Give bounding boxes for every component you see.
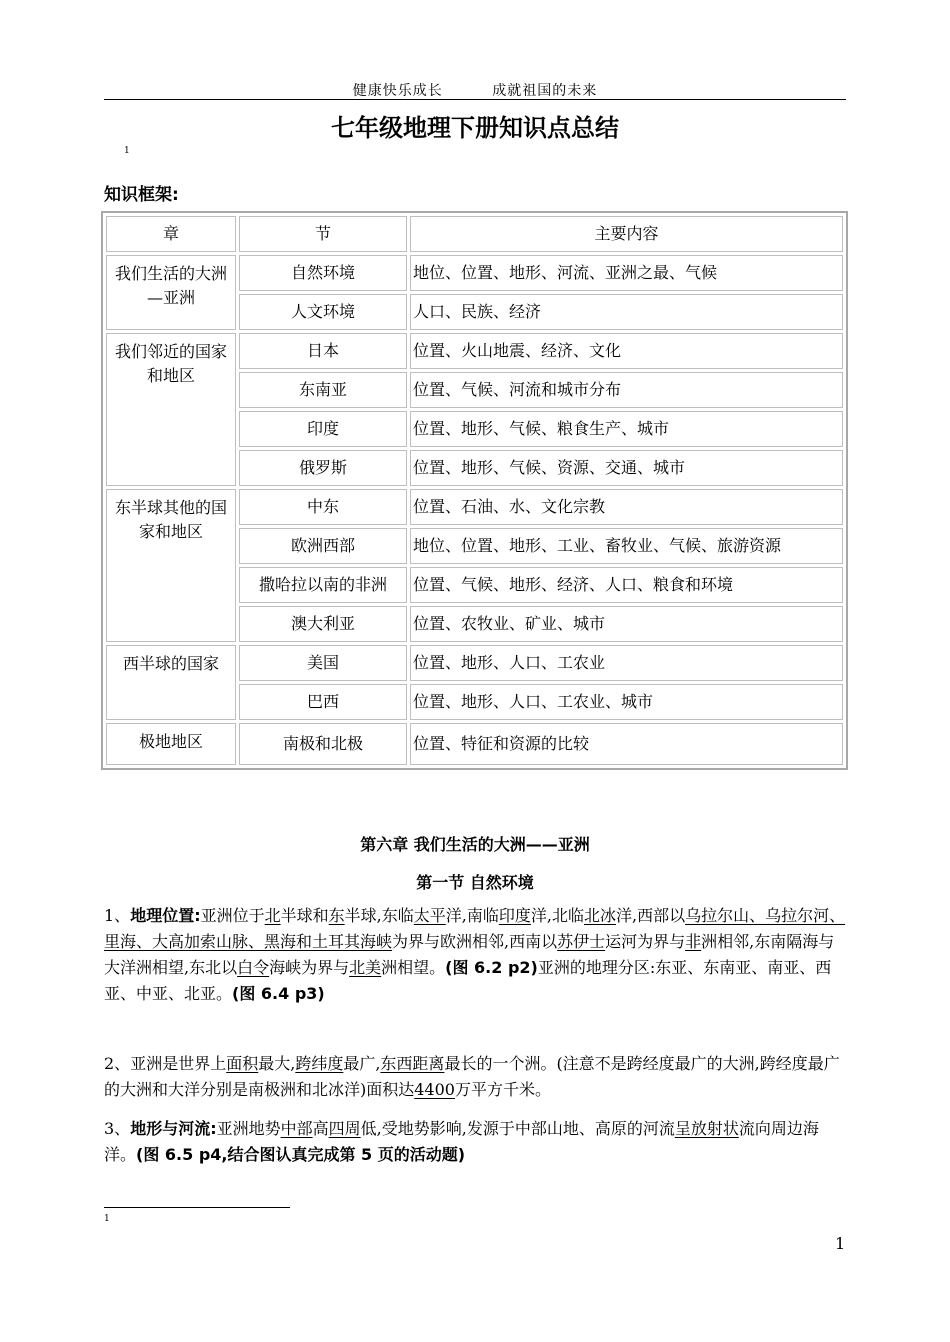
text-run: 低,受地势影响,发源于中部山地、高原的河流 bbox=[360, 1119, 675, 1138]
underlined-text: 东西距离 bbox=[380, 1054, 445, 1073]
bold-text: 地理位置: bbox=[130, 906, 201, 925]
underlined-text: 乌拉尔山、乌拉尔河、里海、大高加索山脉、黑海和土耳其海峡 bbox=[104, 906, 846, 951]
content-cell: 地位、位置、地形、河流、亚洲之最、气候 bbox=[410, 255, 843, 291]
header-left: 健康快乐成长 bbox=[352, 83, 443, 99]
text-run: 亚洲位于 bbox=[200, 906, 265, 925]
text-run: 高 bbox=[312, 1119, 329, 1138]
table-body bbox=[106, 255, 843, 765]
text-run: 运河为界与 bbox=[605, 932, 686, 951]
paragraph-number: 2、 bbox=[104, 1054, 131, 1073]
content-cell: 位置、石油、水、文化宗教 bbox=[410, 489, 843, 525]
header-cell-chapter: 章 bbox=[106, 216, 236, 252]
content-cell: 位置、地形、气候、资源、交通、城市 bbox=[410, 450, 843, 486]
underlined-text: 北美 bbox=[349, 958, 382, 977]
table-row bbox=[106, 645, 843, 681]
header-cell-content: 主要内容 bbox=[410, 216, 843, 252]
content-cell: 位置、火山地震、经济、文化 bbox=[410, 333, 843, 369]
page-header bbox=[0, 80, 950, 100]
underlined-text: 四周 bbox=[328, 1119, 361, 1138]
content-cell: 位置、特征和资源的比较 bbox=[410, 723, 843, 765]
framework-label: 知识框架: bbox=[104, 185, 179, 205]
underlined-text: 4400 bbox=[414, 1080, 455, 1099]
content-cell: 位置、农牧业、矿业、城市 bbox=[410, 606, 843, 642]
text-run: 万平方千米。 bbox=[454, 1080, 551, 1099]
table-row bbox=[106, 723, 843, 765]
section-cell: 欧洲西部 bbox=[239, 528, 407, 564]
text-run: 半球,东临 bbox=[344, 906, 414, 925]
header-right: 成就祖国的未来 bbox=[492, 83, 598, 99]
content-cell: 人口、民族、经济 bbox=[410, 294, 843, 330]
footnote-rule bbox=[104, 1207, 290, 1208]
content-cell: 位置、地形、气候、粮食生产、城市 bbox=[410, 411, 843, 447]
content-cell: 位置、地形、人口、工农业 bbox=[410, 645, 843, 681]
section-cell: 自然环境 bbox=[239, 255, 407, 291]
bold-text: (图 6.4 p3) bbox=[232, 984, 325, 1003]
bold-text: (图 6.2 p2) bbox=[445, 958, 538, 977]
chapter-heading: 第六章 我们生活的大洲——亚洲 bbox=[360, 835, 590, 854]
underlined-text: 北 bbox=[264, 906, 281, 925]
table-row bbox=[106, 489, 843, 525]
underlined-text: 东 bbox=[328, 906, 345, 925]
paragraph-2 bbox=[104, 1051, 846, 1103]
section-heading: 第一节 自然环境 bbox=[416, 873, 534, 892]
text-run: 亚洲的地理分区:东亚、东南亚、南亚、西亚、中亚、北亚。 bbox=[104, 958, 832, 1003]
bold-text: 地形与河流: bbox=[130, 1119, 217, 1138]
text-run: 洲相邻,东南隔海与大洋洲相望,东北以 bbox=[104, 932, 835, 977]
section-cell: 中东 bbox=[239, 489, 407, 525]
underlined-text: 苏伊士 bbox=[557, 932, 606, 951]
paragraph-1 bbox=[104, 903, 846, 1007]
paragraph-3 bbox=[104, 1116, 846, 1168]
text-run: 亚洲地势 bbox=[216, 1119, 281, 1138]
header-cell-section: 节 bbox=[239, 216, 407, 252]
text-run: 最广, bbox=[343, 1054, 381, 1073]
text-run: 洋,南临 bbox=[445, 906, 499, 925]
text-run: 洋,北临 bbox=[530, 906, 584, 925]
content-cell: 位置、地形、人口、工农业、城市 bbox=[410, 684, 843, 720]
underlined-text: 中部 bbox=[280, 1119, 313, 1138]
underlined-text: 白令 bbox=[237, 958, 270, 977]
section-cell: 印度 bbox=[239, 411, 407, 447]
chapter-cell: 我们生活的大洲—亚洲 bbox=[106, 255, 236, 330]
chapter-cell: 东半球其他的国家和地区 bbox=[106, 489, 236, 642]
section-cell: 澳大利亚 bbox=[239, 606, 407, 642]
chapter-cell: 我们邻近的国家和地区 bbox=[106, 333, 236, 486]
knowledge-framework-table bbox=[101, 211, 848, 770]
section-cell: 东南亚 bbox=[239, 372, 407, 408]
content-cell: 位置、气候、地形、经济、人口、粮食和环境 bbox=[410, 567, 843, 603]
text-run: 半球和 bbox=[280, 906, 329, 925]
paragraph-number: 3、 bbox=[104, 1119, 131, 1138]
content-cell: 地位、位置、地形、工业、畜牧业、气候、旅游资源 bbox=[410, 528, 843, 564]
chapter-cell: 极地地区 bbox=[106, 723, 236, 765]
table-row bbox=[106, 333, 843, 369]
text-run: 最长的一个洲。(注意不是跨经度最广的大洲,跨经度最广的大洲和大洋分别是南极洲和北冰洋)面积达 bbox=[104, 1054, 840, 1099]
document-title: 七年级地理下册知识点总结 bbox=[331, 114, 619, 142]
footnote-reference: 1 bbox=[124, 146, 130, 156]
text-run: 海峡为界与 bbox=[269, 958, 350, 977]
chapter-cell: 西半球的国家 bbox=[106, 645, 236, 720]
underlined-text: 呈放射状 bbox=[674, 1119, 739, 1138]
section-cell: 美国 bbox=[239, 645, 407, 681]
text-run: 洲相望。 bbox=[381, 958, 446, 977]
text-run: 亚洲是世界上 bbox=[130, 1054, 227, 1073]
section-cell: 日本 bbox=[239, 333, 407, 369]
text-run: 洋,西部以 bbox=[615, 906, 686, 925]
text-run: 为界与欧洲相邻,西南以 bbox=[392, 932, 558, 951]
paragraph-number: 1、 bbox=[104, 906, 131, 925]
text-run: 最大, bbox=[258, 1054, 296, 1073]
text-run: 流向周边海洋。 bbox=[104, 1119, 819, 1164]
underlined-text: 北冰 bbox=[583, 906, 616, 925]
section-cell: 南极和北极 bbox=[239, 723, 407, 765]
underlined-text: 跨纬度 bbox=[295, 1054, 344, 1073]
content-cell: 位置、气候、河流和城市分布 bbox=[410, 372, 843, 408]
bold-text: (图 6.5 p4,结合图认真完成第 5 页的活动题) bbox=[136, 1145, 466, 1164]
section-cell: 撒哈拉以南的非洲 bbox=[239, 567, 407, 603]
header-rule bbox=[104, 99, 846, 100]
underlined-text: 非 bbox=[685, 932, 702, 951]
underlined-text: 印度 bbox=[498, 906, 531, 925]
table-header-row bbox=[106, 216, 843, 252]
table-row bbox=[106, 255, 843, 291]
section-cell: 巴西 bbox=[239, 684, 407, 720]
page-number: 1 bbox=[835, 1234, 846, 1253]
footnote-number: 1 bbox=[104, 1214, 110, 1224]
section-cell: 人文环境 bbox=[239, 294, 407, 330]
underlined-text: 面积 bbox=[226, 1054, 259, 1073]
section-cell: 俄罗斯 bbox=[239, 450, 407, 486]
underlined-text: 太平 bbox=[413, 906, 446, 925]
